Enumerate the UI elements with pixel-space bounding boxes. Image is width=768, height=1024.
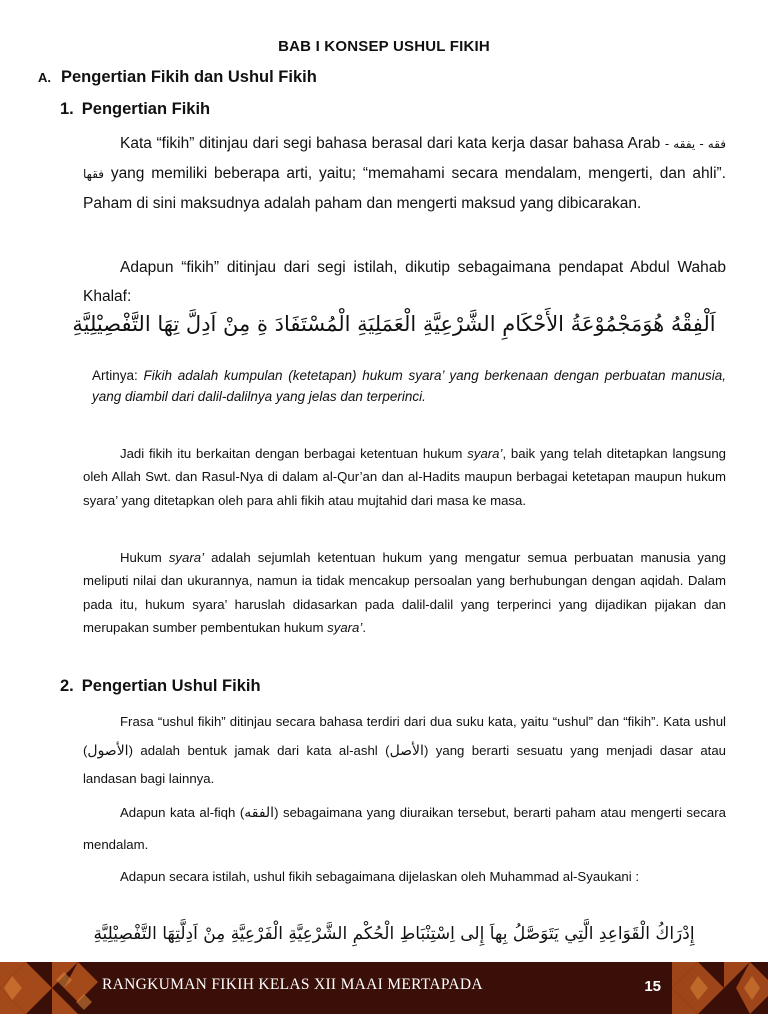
paragraph-ushul-istilah: Adapun secara istilah, ushul fikih sebagaimana dijelaskan oleh Muhammad al-Syaukani : <box>120 869 640 884</box>
paragraph-fikih-bahasa: Kata “fikih” ditinjau dari segi bahasa berasal dari kata kerja dasar bahasa Arab فقه - يفقه - فقها yang memiliki beberapa arti, yaitu; “memahami secara mendalam, mengerti, dan ahli”. Paham di sini maksudnya adalah paham dan mengerti maksud yang dibicarakan. <box>83 135 726 212</box>
subsection-1-heading <box>60 100 210 119</box>
page-number: 15 <box>644 978 661 995</box>
paragraph-al-fiqh: Adapun kata al-fiqh (الفقه) sebagaimana yang diuraikan tersebut, berarti paham atau mengerti secara mendalam. <box>83 805 726 852</box>
paragraph-ketentuan-hukum: Jadi fikih itu berkaitan dengan berbagai ketentuan hukum syara’, baik yang telah ditetapkan langsung oleh Allah Swt. dan Rasul-Nya di dalam al-Qur’an dan al-Hadits maupun berbagai ketetapan maupun hukum syara’ yang ditetapkan oleh para ahli fikih atau mujtahid dari masa ke masa. <box>83 446 726 508</box>
subsection-title: Pengertian Ushul Fikih <box>81 677 261 695</box>
translation-block <box>92 365 726 407</box>
arabic-inline-ashl: الأصل <box>389 742 424 759</box>
subsection-number: 2. <box>60 677 74 695</box>
section-a-heading <box>38 68 317 87</box>
section-marker: A. <box>38 70 51 85</box>
translation-text: Fikih adalah kumpulan (ketetapan) hukum syara’ yang berkenaan dengan perbuatan manusia, yang diambil dari dalil-dalilnya yang jelas dan terperinci. <box>92 368 726 404</box>
section-a-title: Pengertian Fikih dan Ushul Fikih <box>61 68 317 86</box>
arabic-definition-ushul: إِدْرَاكُ الْقَوَاعِدِ الَّتِي يَتَوَصَّلُ بِهاَ إِلى اِسْتِنْبَاطِ الْحُكْمِ الشَّرْعِيَّةِ الْفَرْعِيَّةِ مِنْ اَدِلَّتِهَا التَّفْصِيْلِيَّةِ <box>93 924 695 944</box>
paragraph-hukum-syara: Hukum syara’ adalah sejumlah ketentuan hukum yang mengatur semua perbuatan manusia yang meliputi nilai dan ukurannya, namun ia tidak mencakup persoalan yang berhubungan dengan aqidah. Dalam pada itu, hukum syara’ haruslah didasarkan pada dalil-dalil yang terperinci yang dijadikan pijakan dan merupakan sumber pembentukan hukum syara’. <box>83 550 727 635</box>
translation-label: Artinya: <box>92 368 138 383</box>
paragraph-fikih-istilah: Adapun “fikih” ditinjau dari segi istilah, dikutip sebagaimana pendapat Abdul Wahab Khalaf: <box>83 259 726 305</box>
subsection-title: Pengertian Fikih <box>81 100 211 118</box>
arabic-definition-fikih: اَلْفِقْهُ هُوَمَجْمُوْعَةُ الأَحْكَامِ الشَّرْعِيَّةِ الْعَمَلِيَةِ الْمُسْتَفَادَ ةِ مِنْ اَدِلَّ تِهَا التَّفْصِيْلِيَّةِ <box>72 312 716 336</box>
arabic-inline-fiqh: الفقه <box>244 805 275 821</box>
arabic-inline-text: فقه - يفقه - فقها <box>83 137 726 181</box>
arabic-inline-ushul: الأصول <box>87 742 129 759</box>
paragraph-ushul-bahasa: Frasa “ushul fikih” ditinjau secara bahasa terdiri dari dua suku kata, yaitu “ushul” dan “fikih”. Kata ushul (الأصول) adalah bentuk jamak dari kata al-ashl (الأصل) yang berarti sesuatu yang menjadi dasar atau landasan bagi lainnya. <box>83 714 726 786</box>
page-title: BAB I KONSEP USHUL FIKIH <box>278 38 490 55</box>
subsection-2-heading <box>60 677 261 696</box>
subsection-number: 1. <box>60 100 74 118</box>
footer-title: RANGKUMAN FIKIH KELAS XII MAAI MERTAPADA <box>102 976 483 993</box>
page-footer <box>0 962 768 1014</box>
